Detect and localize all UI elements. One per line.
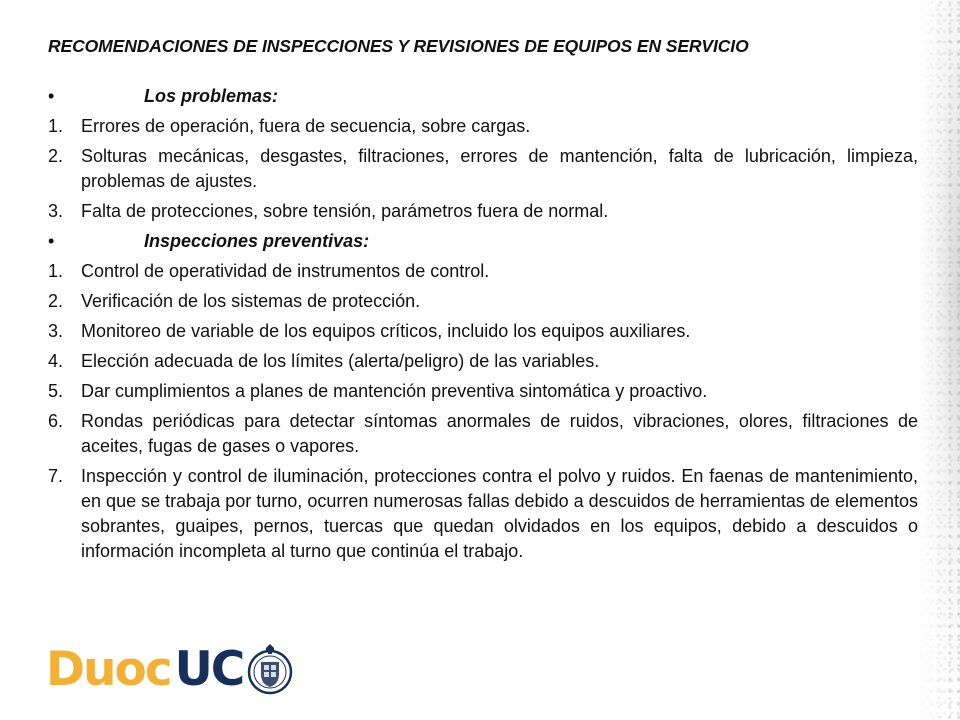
item-number: 1. bbox=[48, 261, 64, 281]
item-number: 3. bbox=[48, 321, 64, 341]
item-text: Rondas periódicas para detectar síntomas anormales de ruidos, vibraciones, olores, filtraciones de aceites, fugas de gases o vapores. bbox=[81, 411, 918, 456]
list-item bbox=[48, 464, 918, 564]
item-text: Monitoreo de variable de los equipos críticos, incluido los equipos auxiliares. bbox=[81, 321, 691, 341]
item-text: Solturas mecánicas, desgastes, filtraciones, errores de mantención, falta de lubricación, limpieza, problemas de ajustes. bbox=[81, 146, 918, 191]
list-item bbox=[48, 379, 918, 404]
item-number: 2. bbox=[48, 146, 64, 166]
item-number: 1. bbox=[48, 116, 64, 136]
item-text: Control de operatividad de instrumentos de control. bbox=[81, 261, 490, 281]
slide-title: RECOMENDACIONES DE INSPECCIONES Y REVISIONES DE EQUIPOS EN SERVICIO bbox=[48, 36, 749, 56]
list-item bbox=[48, 349, 918, 374]
item-text: Verificación de los sistemas de protección. bbox=[81, 291, 421, 311]
list-item bbox=[48, 114, 918, 139]
section-preventive-inspections bbox=[48, 229, 918, 564]
section-heading-text: Inspecciones preventivas: bbox=[144, 231, 370, 251]
duoc-uc-logo bbox=[46, 640, 293, 700]
section-heading bbox=[48, 84, 918, 109]
item-text: Inspección y control de iluminación, protecciones contra el polvo y ruidos. En faenas de mantenimiento, en que se trabaja por turno, ocurren numerosas fallas debido a descuidos de herramientas de elementos sobrantes, guaipes, pernos, tuercas que quedan olvidados en los equipos, debido a descuidos o información incompleta al turno que continúa el trabajo. bbox=[81, 466, 918, 561]
item-text: Elección adecuada de los límites (alerta/peligro) de las variables. bbox=[81, 351, 600, 371]
item-text: Falta de protecciones, sobre tensión, parámetros fuera de normal. bbox=[81, 201, 609, 221]
section-heading-text: Los problemas: bbox=[144, 86, 279, 106]
list-item bbox=[48, 144, 918, 194]
preventive-list bbox=[48, 259, 918, 564]
slide-content bbox=[48, 34, 918, 569]
bullet-icon: • bbox=[48, 231, 55, 251]
item-number: 4. bbox=[48, 351, 64, 371]
section-problems bbox=[48, 84, 918, 224]
section-heading bbox=[48, 229, 918, 254]
item-number: 7. bbox=[48, 466, 64, 486]
problems-list bbox=[48, 114, 918, 224]
list-item bbox=[48, 289, 918, 314]
item-number: 5. bbox=[48, 381, 64, 401]
list-item bbox=[48, 409, 918, 459]
list-item bbox=[48, 259, 918, 284]
logo-uc-text: UC bbox=[174, 642, 244, 697]
item-number: 2. bbox=[48, 291, 64, 311]
uc-seal-icon bbox=[247, 642, 293, 698]
logo-duoc-text: Duoc bbox=[46, 642, 171, 697]
bullet-icon: • bbox=[48, 86, 55, 106]
item-text: Dar cumplimientos a planes de mantención preventiva sintomática y proactivo. bbox=[81, 381, 708, 401]
item-number: 6. bbox=[48, 411, 64, 431]
list-item bbox=[48, 199, 918, 224]
item-text: Errores de operación, fuera de secuencia, sobre cargas. bbox=[81, 116, 531, 136]
edge-decoration bbox=[920, 0, 960, 720]
item-number: 3. bbox=[48, 201, 64, 221]
list-item bbox=[48, 319, 918, 344]
